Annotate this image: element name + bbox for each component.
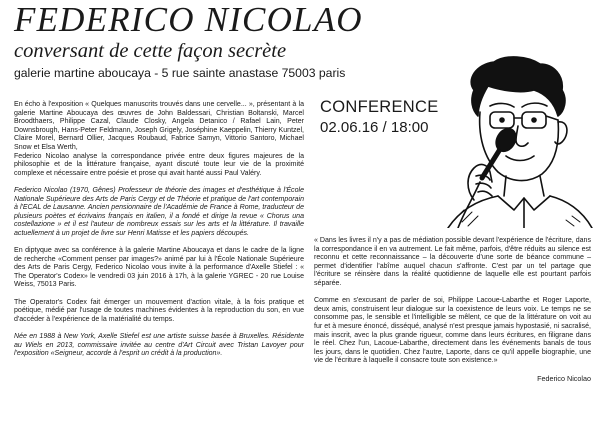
performance-paragraph: En diptyque avec sa conférence à la galerie Martine Aboucaya et dans le cadre de la ligne de recherche «Comment penser par images?» animé par lui à l'École Nationale Supérieure des Arts de Paris Cergy, Federico Nicolao vous invite à la performance d'Axelle Stiefel : « The Operator's Codex» le vendredi 03 juin 2016 à 17h, à la galerie YGREC - 20 rue Louise Weiss, 75013 Paris. [14,247,304,289]
event-datetime: 02.06.16 / 18:00 [320,119,429,136]
quote-paragraph-2: Comme en s'excusant de parler de soi, Philippe Lacoue-Labarthe et Roger Laporte, deux amis, construisent leur dialogue sur la coexistence de leurs voix. Le temps ne se consomme pas, le sensible et l'intelligible se mêlent, ce que de la littérature on voit au fur et à mesure énoncé, disséqué, analysé n'est presque jamais hypostasié, ni sacralisé, mais inscrit, avec la plus grande rigueur, comme dans leurs écritures, en filigrane dans le réel. Chez l'un, Lacoue-Labarthe, directement dans les événements banals de tous les jours, dans le quotidien. Chez l'autre, Laporte, dans ce qu'il appelle biographie, une vie de l'écriture à laquelle il consacre toute son existence.» [314,297,591,365]
quote-signature: Federico Nicolao [537,373,591,383]
artist-biography: Née en 1988 à New York, Axelle Stiefel est une artiste suisse basée à Bruxelles. Résidente au Wiels en 2013, commissaire invitée au centre d'Art Circuit avec Tristan Lavoyer pour l'exposition «Seigneur, accorde à l'esprit un crédit à la production». [14,333,304,358]
right-text-column [314,237,591,383]
event-label: CONFERENCE [320,98,439,116]
venue-address: galerie martine aboucaya - 5 rue sainte anastase 75003 paris [14,66,346,80]
page-title: FEDERICO NICOLAO [14,0,363,39]
speaker-biography: Federico Nicolao (1970, Gênes) Professeur de théorie des images et d'esthétique à l'École Nationale Supérieure des Arts de Paris Cergy et de Théorie et pratique de l'art contemporain à l'ECAL de Lausanne. Ancien pensionnaire de l'Académie de France à Rome, traducteur de plusieurs poètes et écrivains français en italien, il a fondé et dirige la revue « Chorus una costellazione » et il est l'auteur de nombreux essais sur les arts et la littérature. Il travaille actuellement à un projet de livre sur Henri Matisse et les papiers découpés. [14,186,304,237]
page-subtitle: conversant de cette façon secrète [14,40,287,62]
intro-paragraph-continued: Federico Nicolao analyse la correspondance privée entre deux figures majeures de la philosophie et de la littérature française, ayant discuté toute leur vie de la proximité complexe et nécessaire entre poésie et prose qui avait hanté aussi Paul Valéry. [14,152,304,177]
intro-paragraph: En écho à l'exposition « Quelques manuscrits trouvés dans une cervelle... », présentant à la galerie Martine Aboucaya des œuvres de John Baldessari, Christian Boltanski, Marcel Broodthaers, Philippe Cazal, Claude Closky, Angela Detanico / Rafael Lain, Peter Downsbrough, Hans-Peter Feldmann, Joseph Grigely, Joséphine Kaeppelin, Thierry Kuntzel, Claire Morel, Bernard Ollier, Jacques Roubaud, Fabrice Samyn, Vittorio Santoro, Michael Snow et Elsa Werth, [14,101,304,151]
left-text-column [14,101,304,367]
quote-paragraph-1: « Dans les livres il n'y a pas de médiation possible devant l'expérience de l'écriture, dans la correspondance il en va autrement. Le fait même, parfois, d'être réduits au silence est reconnu et cette reconnaissance – la découverte d'une sorte de béance commune – permet d'identifier l'abîme auquel chacun s'affronte. C'est par un tel partage que l'écriture se réinsère dans la réalité quotidienne de laquelle elle est pourtant parfois séparée. [314,237,591,287]
codex-paragraph: The Operator's Codex fait émerger un mouvement d'action vitale, à la fois pratique et poétique, médié par l'usage de toutes machines évidentes à la reproduction du son, en vue d'accéder à l'expérience de la matérialité du temps. [14,298,304,323]
speaker-portrait-illustration [436,50,594,228]
